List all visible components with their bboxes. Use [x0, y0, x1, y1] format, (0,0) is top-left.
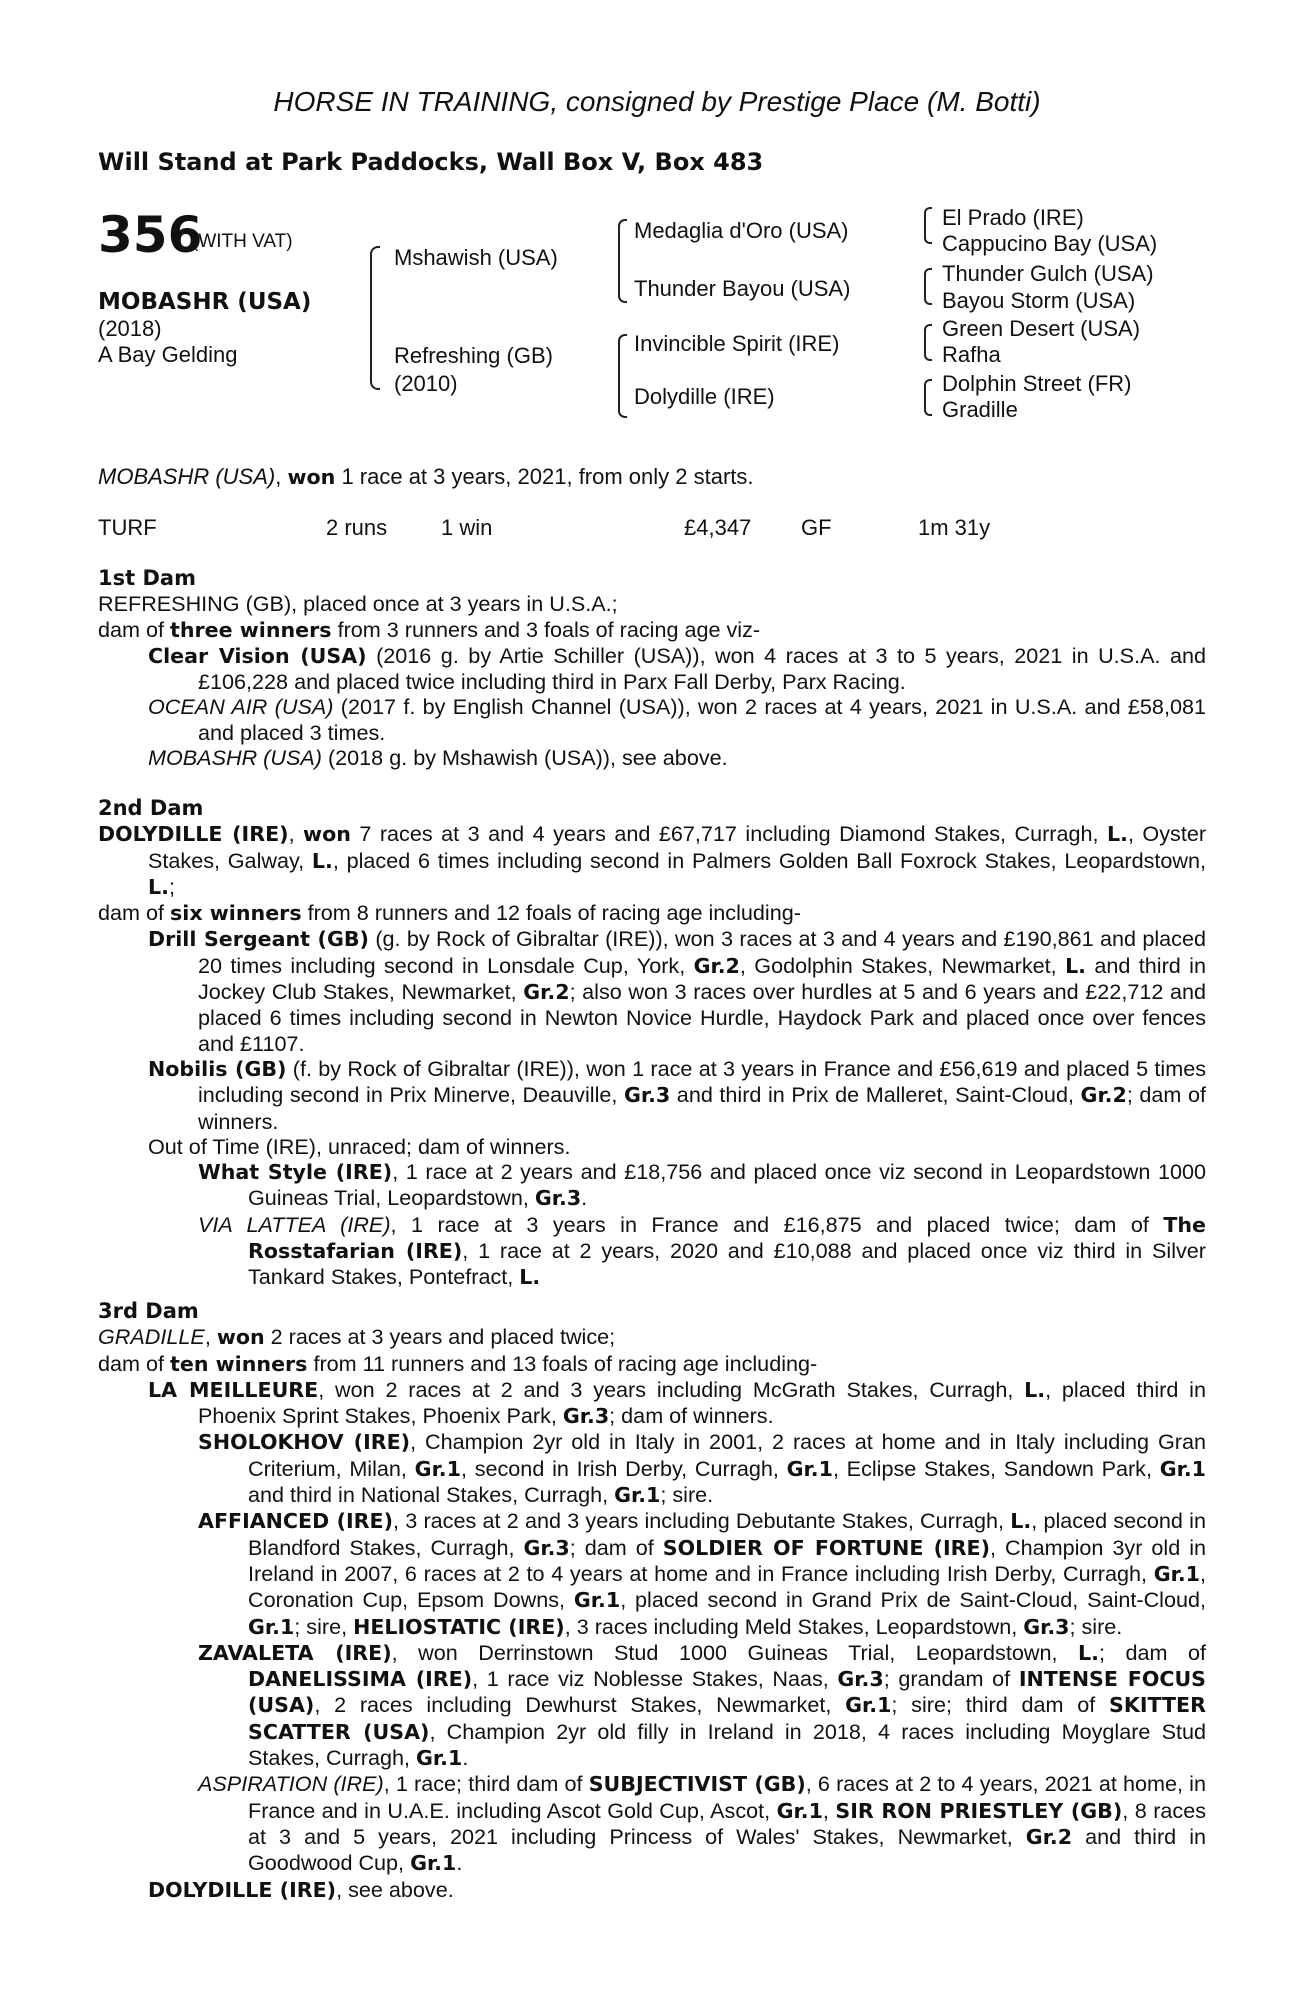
offspring-name: ZAVALETA (IRE): [198, 1640, 392, 1665]
grade: Gr.1: [573, 1588, 621, 1613]
text: ; sire.: [660, 1482, 714, 1508]
offspring-name: Clear Vision (USA): [148, 643, 367, 668]
text: ; sire,: [294, 1613, 354, 1639]
grade: Gr.1: [786, 1456, 833, 1481]
turf-earnings: £4,347: [684, 515, 752, 540]
offspring-entry: [98, 1877, 1206, 1903]
grade: L.: [1107, 822, 1128, 847]
text: , 1 race; third dam of: [383, 1771, 589, 1797]
grand-offspring-entry: [98, 1508, 1206, 1639]
offspring-name: Drill Sergeant (GB): [148, 927, 369, 952]
vat-note: (WITH VAT): [192, 231, 293, 252]
pedigree-gen3-6: Rafha: [942, 342, 1001, 367]
offspring-entry: [98, 926, 1206, 1055]
text: , placed 6 times including second in Palmers Golden Ball Foxrock Stakes, Leopardstown,: [332, 847, 1206, 873]
pedigree-gen3-7: Dolphin Street (FR): [942, 371, 1132, 396]
grade: Gr.2: [693, 953, 740, 978]
pedigree-dam-year: (2010): [394, 371, 458, 396]
offspring-details: (2018 g. by Mshawish (USA)), see above.: [321, 745, 728, 771]
text: ; sire.: [1069, 1613, 1123, 1639]
third-dam-heading: 3rd Dam: [98, 1299, 199, 1323]
grand-offspring-entry: [98, 1429, 1206, 1508]
text: ; grandam of: [883, 1666, 1019, 1692]
first-dam-heading: 1st Dam: [98, 566, 196, 590]
offspring-name: The Rosstafarian (IRE): [248, 1212, 1206, 1264]
text: dam of: [98, 1350, 171, 1376]
text: , 1 race at 2 years, 2020 and £10,088 and placed once viz third in Silver Tankard Stakes, Pontefract,: [248, 1238, 1206, 1290]
pedigree-brace-g4: [924, 379, 932, 416]
offspring-name: INTENSE FOCUS (USA): [248, 1667, 1206, 1718]
text: .: [456, 1850, 463, 1876]
text: , Champion 2yr old filly in Ireland in 2018, 4 races including Moyglare Stud Stakes, Curragh,: [248, 1718, 1206, 1771]
grand-offspring-entry: [98, 1159, 1206, 1212]
grade: Gr.1: [1159, 1456, 1206, 1481]
first-dam-section: [98, 566, 1206, 770]
turf-runs: 2 runs: [326, 515, 388, 540]
first-dam-line: REFRESHING (GB), placed once at 3 years in U.S.A.;: [98, 591, 618, 617]
offspring-name: MOBASHR (USA): [148, 745, 322, 771]
offspring-name: HELIOSTATIC (IRE): [353, 1614, 565, 1639]
grade: Gr.1: [410, 1851, 457, 1876]
turf-going: GF: [801, 515, 832, 540]
grade: Gr.1: [614, 1483, 661, 1508]
text: from 3 runners and 3 foals of racing age viz-: [331, 616, 761, 642]
third-dam-record: [98, 1324, 1206, 1350]
won-label: won: [303, 822, 351, 847]
offspring-name: DANELISSIMA (IRE): [248, 1667, 473, 1692]
grade: Gr.2: [1025, 1824, 1073, 1849]
second-dam-section: [98, 796, 1206, 1291]
first-dam-produce-line: [98, 617, 1206, 643]
third-dam-section: [98, 1299, 1206, 1903]
text: , Oyster Stakes, Galway,: [148, 821, 1207, 873]
text: , won Derrinstown Stud 1000 Guineas Trial, Leopardstown,: [391, 1639, 1078, 1665]
text: dam of: [98, 900, 171, 926]
winners-count: three winners: [170, 617, 332, 642]
pedigree-sire-sire: Medaglia d'Oro (USA): [634, 218, 849, 243]
text: , 3 races including Meld Stakes, Leopardstown,: [564, 1613, 1024, 1639]
grade: L.: [148, 874, 169, 899]
grade: Gr.3: [534, 1186, 582, 1211]
offspring-entry: [98, 694, 1206, 745]
offspring-name: SKITTER SCATTER (USA): [248, 1693, 1206, 1744]
grade: Gr.1: [414, 1456, 461, 1481]
offspring-name: VIA LATTEA (IRE): [198, 1211, 391, 1237]
pedigree-sire-dam: Thunder Bayou (USA): [634, 276, 851, 301]
pedigree-gen3-4: Bayou Storm (USA): [942, 288, 1136, 313]
summary-won: won: [287, 465, 336, 489]
text: from 8 runners and 12 foals of racing age including-: [301, 900, 801, 926]
text: ; dam of winners.: [609, 1403, 774, 1429]
grade: L.: [1077, 1640, 1099, 1665]
stand-location: Will Stand at Park Paddocks, Wall Box V, Box 483: [98, 148, 764, 176]
offspring-name: SIR RON PRIESTLEY (GB): [835, 1798, 1123, 1823]
text: ; dam of winners.: [198, 1082, 1206, 1134]
second-dam-record: [98, 821, 1206, 900]
text: , Godolphin Stakes, Newmarket,: [739, 952, 1066, 978]
text: , won 2 races at 2 and 3 years including McGrath Stakes, Curragh,: [318, 1376, 1025, 1402]
winners-count: ten winners: [170, 1351, 308, 1376]
text: 2 races at 3 years and placed twice;: [264, 1324, 616, 1350]
text: , Eclipse Stakes, Sandown Park,: [832, 1455, 1160, 1481]
turf-wins: 1 win: [441, 515, 493, 540]
text: , 3 races at 2 and 3 years including Debutante Stakes, Curragh,: [393, 1508, 1011, 1534]
horse-year: (2018): [98, 316, 162, 341]
text: , placed second in Blandford Stakes, Curragh,: [248, 1508, 1206, 1560]
text: and third in Goodwood Cup,: [248, 1823, 1206, 1876]
grade: L.: [311, 848, 333, 873]
grade: L.: [1065, 953, 1087, 978]
grade: Gr.3: [837, 1667, 884, 1692]
grade: Gr.3: [523, 1535, 570, 1560]
text: , placed second in Grand Prix de Saint-Cloud, Saint-Cloud,: [620, 1587, 1206, 1613]
dam-name: GRADILLE: [98, 1324, 205, 1350]
pedigree-dam-dam: Dolydille (IRE): [634, 384, 775, 409]
text: (g. by Rock of Gibraltar (IRE)), won 3 races at 3 and 4 years and £190,861 and placed 20 times including second in Lonsdale Cup, York,: [198, 926, 1206, 978]
text: , Champion 3yr old in Ireland in 2007, 6 races at 2 to 4 years at home and in France including Irish Derby, Curragh,: [248, 1534, 1207, 1586]
text: ,: [288, 821, 304, 847]
grade: Gr.1: [776, 1798, 823, 1823]
text: , 8 races at 3 and 5 years, 2021 including Princess of Wales' Stakes, Newmarket,: [248, 1797, 1207, 1849]
offspring-details: (2017 f. by English Channel (USA)), won 2 races at 4 years, 2021 in U.S.A. and £58,081 and placed 3 times.: [198, 694, 1206, 745]
pedigree-gen3-2: Cappucino Bay (USA): [942, 231, 1158, 256]
offspring-name: What Style (IRE): [198, 1160, 393, 1185]
pedigree-gen3-8: Gradille: [942, 397, 1018, 422]
grade: L.: [1024, 1377, 1046, 1402]
text: and third in National Stakes, Curragh,: [248, 1482, 615, 1508]
offspring-name: Nobilis (GB): [148, 1056, 287, 1081]
pedigree-gen3-5: Green Desert (USA): [942, 316, 1141, 341]
text: (f. by Rock of Gibraltar (IRE)), won 1 race at 3 years in France and £56,619 and placed 5 times including second in Prix Minerve, Deauville,: [198, 1055, 1206, 1108]
offspring-entry: [98, 643, 1206, 695]
text: from 11 runners and 13 foals of racing age including-: [307, 1350, 818, 1376]
pedigree-brace-g3: [924, 324, 932, 361]
text: and third in Prix de Malleret, Saint-Cloud,: [670, 1082, 1081, 1108]
text: , 1 race viz Noblesse Stakes, Naas,: [472, 1666, 838, 1692]
text: ; also won 3 races over hurdles at 5 and 6 years and £22,712 and placed 6 times including second in Newton Novice Hurdle, Haydock Park and placed once over fences and £1107.: [198, 979, 1206, 1056]
text: , see above.: [336, 1876, 454, 1902]
text: , 1 race at 3 years in France and £16,875 and placed twice; dam of: [390, 1211, 1164, 1237]
pedigree-gen3-3: Thunder Gulch (USA): [942, 261, 1154, 286]
dam-name: DOLYDILLE (IRE): [98, 822, 289, 847]
offspring-name: OCEAN AIR (USA): [148, 694, 334, 720]
text: ; sire; third dam of: [891, 1692, 1110, 1718]
grand-offspring-entry: [98, 1771, 1206, 1876]
second-dam-heading: 2nd Dam: [98, 796, 204, 820]
grade: Gr.1: [416, 1746, 463, 1771]
grade: Gr.3: [562, 1404, 610, 1429]
offspring-details: (2016 g. by Artie Schiller (USA)), won 4 races at 3 to 5 years, 2021 in U.S.A. and £106,228 and placed twice including third in Parx Fall Derby, Parx Racing.: [198, 642, 1206, 695]
pedigree-gen3-1: El Prado (IRE): [942, 205, 1084, 230]
text: , 1 race at 2 years and £18,756 and placed once viz second in Leopardstown 1000 Guineas Trial, Leopardstown,: [248, 1159, 1206, 1211]
text: ; dam of: [569, 1534, 663, 1560]
grade: Gr.1: [1153, 1561, 1200, 1586]
offspring-name: AFFIANCED (IRE): [198, 1509, 393, 1534]
text: , placed third in Phoenix Sprint Stakes, Phoenix Park,: [198, 1376, 1206, 1429]
grand-offspring-entry: [98, 1212, 1206, 1291]
text: , Champion 2yr old in Italy in 2001, 2 races at home and in Italy including Gran Criterium, Milan,: [248, 1429, 1206, 1481]
winners-count: six winners: [170, 901, 302, 926]
offspring-name: SHOLOKHOV (IRE): [198, 1430, 411, 1455]
text: and third in Jockey Club Stakes, Newmarket,: [198, 952, 1206, 1005]
offspring-name: ASPIRATION (IRE): [198, 1771, 384, 1797]
pedigree-brace-sire: [618, 219, 627, 303]
offspring-name: SUBJECTIVIST (GB): [588, 1772, 806, 1797]
summary-horse-name: MOBASHR (USA): [98, 464, 276, 489]
grand-offspring-entry: [98, 1640, 1206, 1771]
pedigree-brace-g2: [924, 268, 932, 305]
pedigree-brace-main: [370, 246, 380, 390]
second-dam-produce-line: [98, 900, 1206, 926]
grade: L.: [1010, 1509, 1032, 1534]
pedigree-dam-sire: Invincible Spirit (IRE): [634, 331, 840, 356]
text: , 2 races including Dewhurst Stakes, Newmarket,: [314, 1692, 846, 1718]
text: .: [581, 1185, 588, 1211]
grade: Gr.1: [248, 1614, 295, 1639]
pedigree-sire: Mshawish (USA): [394, 245, 558, 270]
race-summary: MOBASHR (USA), won 1 race at 3 years, 2021, from only 2 starts.: [98, 464, 754, 489]
lot-number: 356: [98, 206, 203, 264]
offspring-name: SOLDIER OF FORTUNE (IRE): [662, 1535, 990, 1560]
text: ,: [204, 1324, 217, 1350]
turf-label: TURF: [98, 515, 157, 540]
text: , 6 races at 2 to 4 years, 2021 at home, in France and in U.A.E. including Ascot Gold Cup, Ascot,: [248, 1771, 1206, 1823]
offspring-name: LA MEILLEURE: [148, 1377, 319, 1402]
grade: Gr.3: [1023, 1614, 1070, 1639]
won-label: won: [216, 1325, 265, 1350]
text: ,: [822, 1797, 836, 1823]
text: dam of: [98, 616, 171, 642]
text: ; dam of: [1098, 1639, 1206, 1665]
text: 7 races at 3 and 4 years and £67,717 including Diamond Stakes, Curragh,: [350, 821, 1107, 847]
text: .: [462, 1745, 469, 1771]
consignor-line: HORSE IN TRAINING, consigned by Prestige Place (M. Botti): [273, 86, 1041, 117]
pedigree-dam: Refreshing (GB): [394, 343, 553, 368]
summary-rest: 1 race at 3 years, 2021, from only 2 starts.: [335, 464, 754, 489]
horse-description: A Bay Gelding: [98, 342, 238, 367]
turf-distance: 1m 31y: [918, 515, 991, 540]
text: ;: [168, 873, 175, 899]
offspring-entry: [98, 1056, 1206, 1134]
offspring-entry: [98, 1377, 1206, 1430]
horse-name: MOBASHR (USA): [98, 289, 312, 315]
offspring-name: DOLYDILLE (IRE): [148, 1877, 337, 1902]
text: , Coronation Cup, Epsom Downs,: [248, 1560, 1206, 1613]
grade: Gr.2: [523, 980, 570, 1005]
grade: Gr.1: [845, 1693, 892, 1718]
pedigree-brace-dam: [618, 334, 627, 418]
grade: Gr.3: [623, 1083, 671, 1108]
offspring-entry: [98, 745, 1206, 770]
text: , second in Irish Derby, Curragh,: [460, 1455, 787, 1481]
offspring-entry: Out of Time (IRE), unraced; dam of winners.: [148, 1133, 571, 1159]
pedigree-brace-g1: [924, 207, 932, 244]
third-dam-produce-line: [98, 1351, 1206, 1377]
grade: Gr.2: [1080, 1083, 1127, 1108]
grade: L.: [519, 1265, 541, 1290]
